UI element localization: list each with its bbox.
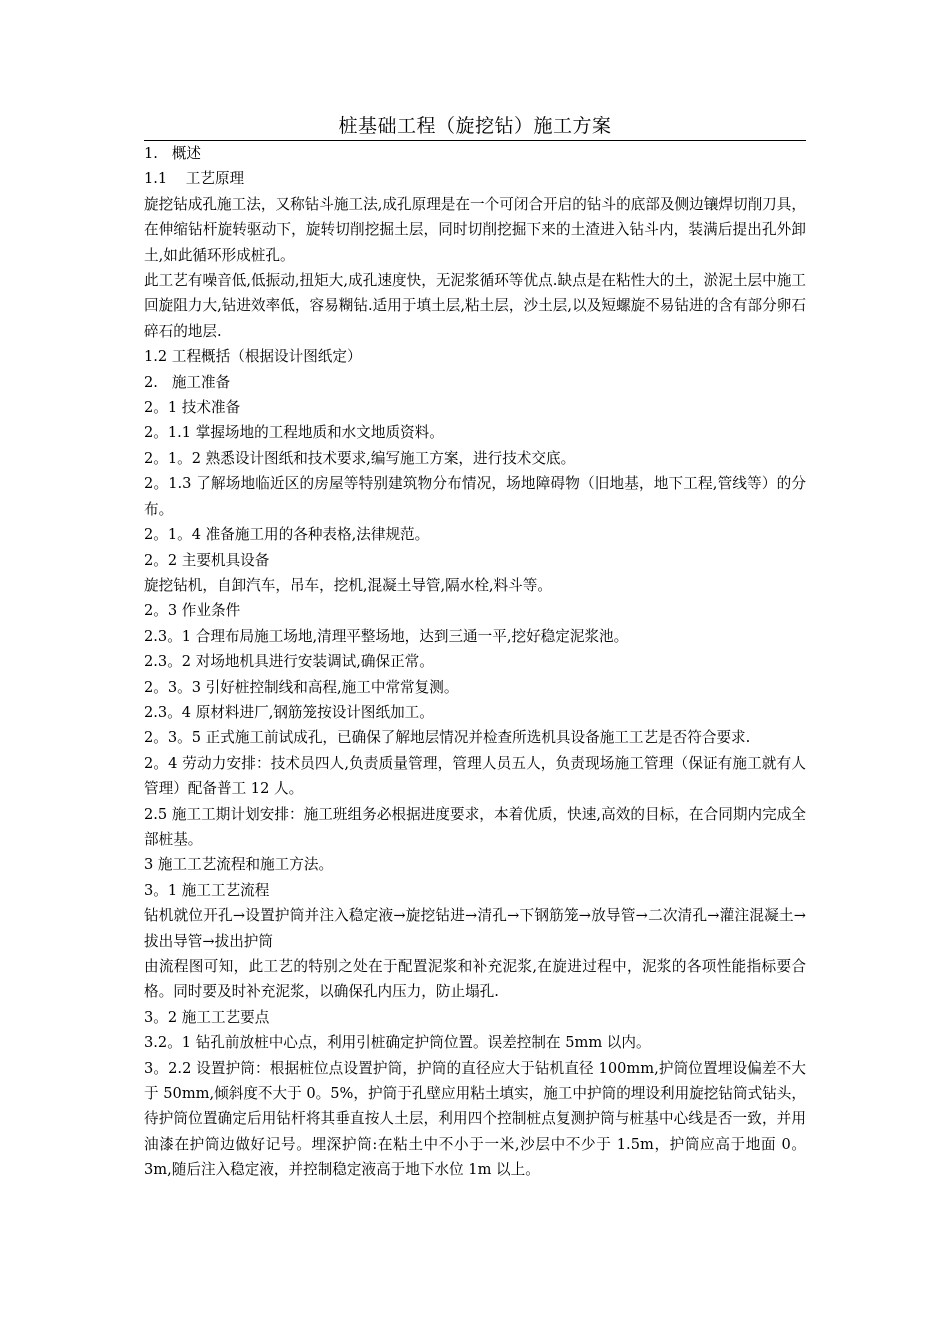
subsection-heading-project-overview: 1.2 工程概括（根据设计图纸定） (144, 348, 362, 366)
paragraph-equipment-list: 旋挖钻机，自卸汽车，吊车，挖机,混凝土导管,隔水栓,料斗等。 (144, 576, 552, 594)
paragraph-labor: 2。4 劳动力安排：技术员四人,负责质量管理，管理人员五人，负责现场施工管理（保证有施工就有人管理）配备普工 12 人。 (144, 754, 806, 798)
subsection-heading-key-points: 3。2 施工工艺要点 (144, 1008, 270, 1026)
document-title: 桩基础工程（旋挖钻）施工方案 (144, 112, 806, 141)
subsection-heading-equipment: 2。2 主要机具设备 (144, 551, 270, 569)
paragraph-advantages: 此工艺有噪音低,低振动,扭矩大,成孔速度快，无泥浆循环等优点.缺点是在粘性大的土，淤泥土层中施工回旋阻力大,钻进效率低，容易糊钻.适用于填土层,粘土层，沙土层,以及短螺旋不易钻进的含有部分卵石碎石的地层. (144, 272, 806, 340)
list-item-geology: 2。1.1 掌握场地的工程地质和水文地质资料。 (144, 424, 444, 442)
paragraph-drilling-principle: 旋挖钻成孔施工法，又称钻斗施工法,成孔原理是在一个可闭合开启的钻斗的底部及侧边镶焊切削刀具，在伸缩钻杆旋转驱动下，旋转切削挖掘土层，同时切削挖掘下来的土渣进入钻斗内，装满后提出孔外卸土,如此循环形成桩孔。 (144, 195, 806, 264)
paragraph-flow-notes: 由流程图可知，此工艺的特别之处在于配置泥浆和补充泥浆,在旋进过程中，泥浆的各项性能指标要合格。同时要及时补充泥浆，以确保孔内压力，防止塌孔. (144, 958, 806, 1001)
paragraph-flow-chain: 钻机就位开孔→设置护筒并注入稳定液→旋挖钻进→清孔→下钢筋笼→放导管→二次清孔→灌注混凝土→拔出导管→拔出护筒 (144, 907, 806, 950)
subsection-heading-process-principle: 1.1 工艺原理 (144, 170, 245, 188)
section-heading-preparation: 2. 施工准备 (144, 373, 231, 391)
list-item-control-lines: 2。3。3 引好桩控制线和高程,施工中常常复测。 (144, 678, 459, 696)
list-item-trial-hole: 2。3。5 正式施工前试成孔，已确保了解地层情况并检查所选机具设备施工工艺是否符合要求. (144, 729, 751, 747)
document-page (144, 112, 806, 1183)
subsection-heading-work-conditions: 2。3 作业条件 (144, 602, 241, 620)
section-heading-overview: 1. 概述 (144, 145, 202, 162)
list-item-machine-debug: 2.3。2 对场地机具进行安装调试,确保正常。 (144, 653, 434, 671)
list-item-site-layout: 2.3。1 合理布局施工场地,清理平整场地，达到三通一平,挖好稳定泥浆池。 (144, 627, 629, 645)
list-item-buildings: 2。1.3 了解场地临近区的房屋等特别建筑物分布情况，场地障碍物（旧地基，地下工程,管线等）的分布。 (144, 475, 806, 518)
section-heading-process-flow: 3 施工工艺流程和施工方法。 (144, 856, 334, 874)
list-item-drawings: 2。1。2 熟悉设计图纸和技术要求,编写施工方案，进行技术交底。 (144, 449, 576, 467)
list-item-materials: 2.3。4 原材料进厂,钢筋笼按设计图纸加工。 (144, 703, 434, 721)
subsection-heading-technical-prep: 2。1 技术准备 (144, 399, 241, 417)
list-item-forms: 2。1。4 准备施工用的各种表格,法律规范。 (144, 526, 430, 544)
subsection-heading-flow: 3。1 施工工艺流程 (144, 881, 270, 899)
paragraph-schedule: 2.5 施工工期计划安排：施工班组务必根据进度要求，本着优质，快速,高效的目标，在合同期内完成全部桩基。 (144, 805, 806, 848)
paragraph-casing: 3。2.2 设置护筒：根据桩位点设置护筒，护筒的直径应大于钻机直径 100mm,护筒位置埋设偏差不大于 50mm,倾斜度不大于 0。5%，护筒于孔壁应用粘土填实，施工中护筒的埋设利用旋挖钻筒式钻头，待护筒位置确定后用钻杆将其垂直按人土层，利用四个控制桩点复测护筒与桩基中心线是否一致，并用油漆在护筒边做好记号。埋深护筒:在粘土中不小于一米,沙层中不少于 1.5m，护筒应高于地面 0。3m,随后注入稳定液，并控制稳定液高于地下水位 1m 以上。 (144, 1059, 806, 1179)
list-item-center-point: 3.2。1 钻孔前放桩中心点，利用引桩确定护筒位置。误差控制在 5mm 以内。 (144, 1034, 651, 1052)
